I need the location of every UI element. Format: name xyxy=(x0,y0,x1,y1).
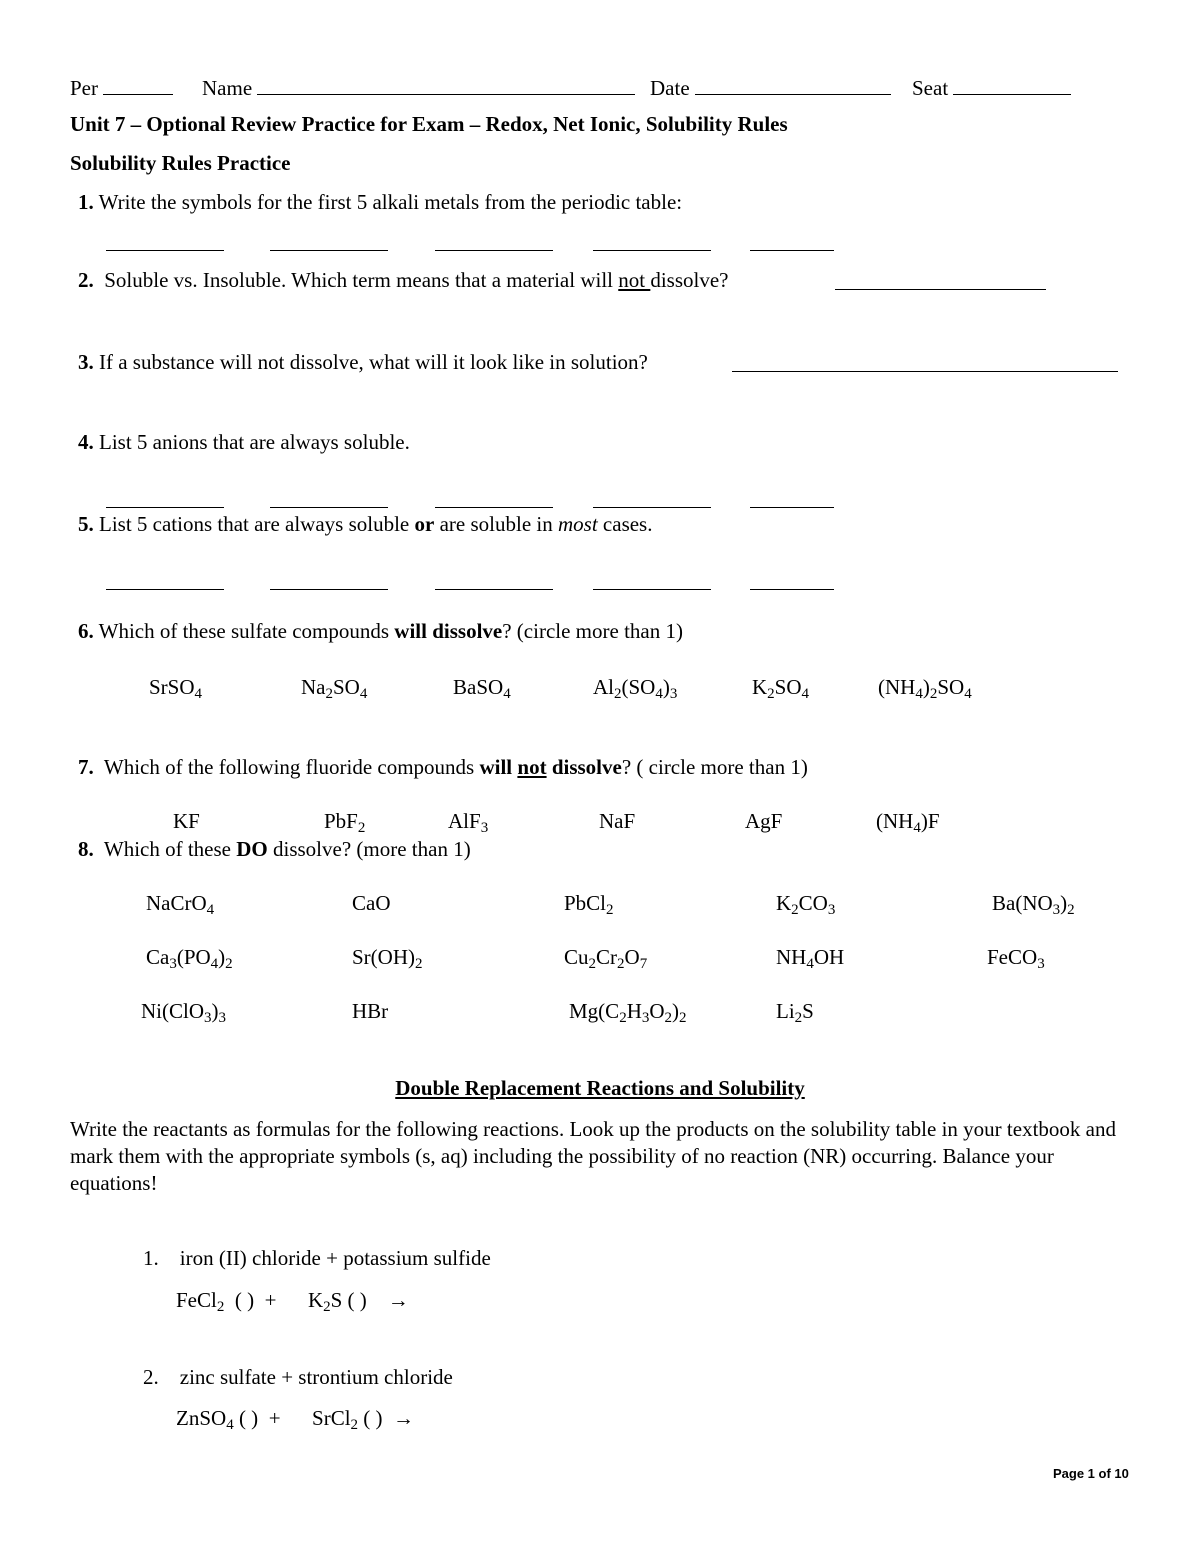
question-3: 3. If a substance will not dissolve, what will it look like in solution? xyxy=(78,350,648,374)
seat-label: Seat xyxy=(912,76,949,100)
page-number: Page 1 of 10 xyxy=(1053,1466,1129,1481)
question-1 xyxy=(78,192,682,213)
compound-pbf2[interactable]: PbF$_2$ xyxy=(324,809,366,836)
question-8: 8. Which of these DO dissolve? (more than 1) xyxy=(78,837,471,861)
per-field[interactable] xyxy=(70,76,173,99)
compound-nh4oh[interactable]: $NH_4OH$ xyxy=(776,945,845,972)
answer-blank[interactable] xyxy=(750,507,834,508)
answer-blank[interactable] xyxy=(732,371,1118,372)
question-2: 2. Soluble vs. Insoluble. Which term means that a material will not dissolve? xyxy=(78,268,729,292)
compound-nh4f[interactable]: $(NH_4)F$ xyxy=(876,809,940,836)
compound-ca3po42[interactable]: $Ca_3(PO_4)_2$ xyxy=(146,945,233,972)
seat-field[interactable] xyxy=(912,76,1071,99)
question-5: 5. List 5 cations that are always soluble or are soluble in most cases. xyxy=(78,512,653,536)
question-number: 2. xyxy=(78,268,94,292)
question-number: 7. xyxy=(78,755,94,779)
compound-alf3[interactable]: AlF$_3$ xyxy=(448,809,489,836)
date-field[interactable] xyxy=(650,76,891,99)
compound-mgc2h3o22[interactable]: $Mg(C_2H_3O_2)_2$ xyxy=(569,999,687,1026)
question-text: Write the symbols for the first 5 alkali metals from the periodic table: xyxy=(98,190,683,214)
question-number: 3. xyxy=(78,350,94,374)
answer-blank[interactable] xyxy=(270,589,388,590)
answer-blank[interactable] xyxy=(593,589,711,590)
compound-k2co3[interactable]: $K_2CO_3$ xyxy=(776,891,836,918)
compound-al2so43[interactable]: $Al_2(SO_4)_3$ xyxy=(593,675,678,702)
answer-blank[interactable] xyxy=(270,250,388,251)
answer-blank[interactable] xyxy=(106,507,224,508)
answer-blank[interactable] xyxy=(270,507,388,508)
date-blank[interactable] xyxy=(695,76,891,95)
compound-cu2cr2o7[interactable]: $Cu_2Cr_2O_7$ xyxy=(564,945,648,972)
compound-naf[interactable]: NaF xyxy=(599,809,636,833)
name-field[interactable] xyxy=(202,76,635,99)
answer-blank[interactable] xyxy=(593,507,711,508)
compound-nacro4[interactable]: NaCrO$_4$ xyxy=(146,891,215,918)
question-number: 6. xyxy=(78,619,94,643)
compound-agf[interactable]: AgF xyxy=(745,809,783,833)
date-label: Date xyxy=(650,76,690,100)
question-number: 4. xyxy=(78,430,94,454)
question-7: 7. Which of the following fluoride compounds will not dissolve? ( circle more than 1) xyxy=(78,755,808,779)
page-title: Unit 7 – Optional Review Practice for Exam – Redox, Net Ionic, Solubility Rules xyxy=(70,112,788,136)
compound-pbcl2[interactable]: PbCl$_2$ xyxy=(564,891,614,918)
compound-kf[interactable]: KF xyxy=(173,809,200,833)
compound-li2s[interactable]: $Li_2S$ xyxy=(776,999,814,1026)
instructions-paragraph: Write the reactants as formulas for the following reactions. Look up the products on the solubility table in your textbook and mark them with the appropriate symbols (s, aq) including the possibility of no reaction (NR) occurring. Balance your equations! xyxy=(70,1117,1116,1195)
reaction-1-words: 1. iron (II) chloride + potassium sulfide xyxy=(143,1246,491,1270)
answer-blank[interactable] xyxy=(750,589,834,590)
answer-blank[interactable] xyxy=(435,507,553,508)
answer-blank[interactable] xyxy=(435,589,553,590)
per-blank[interactable] xyxy=(103,76,173,95)
question-number: 1. xyxy=(78,190,94,214)
answer-blank[interactable] xyxy=(835,289,1046,290)
compound-srso4[interactable]: SrSO$_4$ xyxy=(149,675,203,702)
reaction-1-equation[interactable]: FeCl$_2$ ( ) + $K_2S$ ( ) → xyxy=(176,1288,409,1315)
compound-baso4[interactable]: BaSO$_4$ xyxy=(453,675,511,702)
seat-blank[interactable] xyxy=(953,76,1071,95)
compound-niclo33[interactable]: $Ni(ClO_3)_3$ xyxy=(141,999,226,1026)
name-label: Name xyxy=(202,76,253,100)
per-label: Per xyxy=(70,76,98,100)
answer-blank[interactable] xyxy=(593,250,711,251)
compound-hbr[interactable]: HBr xyxy=(352,999,389,1023)
section-title-solubility: Solubility Rules Practice xyxy=(70,151,291,175)
question-4: 4. List 5 anions that are always soluble. xyxy=(78,430,410,454)
compound-feco3[interactable]: FeCO$_3$ xyxy=(987,945,1045,972)
compound-nh42so4[interactable]: $(NH_4)_2SO_4$ xyxy=(878,675,972,702)
answer-blank[interactable] xyxy=(435,250,553,251)
question-number: 8. xyxy=(78,837,94,861)
compound-na2so4[interactable]: $Na_2SO_4$ xyxy=(301,675,368,702)
answer-blank[interactable] xyxy=(750,250,834,251)
answer-blank[interactable] xyxy=(106,589,224,590)
name-blank[interactable] xyxy=(257,76,635,95)
section-title-double-replacement: Double Replacement Reactions and Solubility xyxy=(395,1076,805,1100)
compound-k2so4[interactable]: $K_2SO_4$ xyxy=(752,675,810,702)
compound-bano32[interactable]: $Ba(NO_3)_2$ xyxy=(992,891,1075,918)
question-number: 5. xyxy=(78,512,94,536)
compound-cao[interactable]: CaO xyxy=(352,891,391,915)
compound-sroh2[interactable]: $Sr(OH)_2$ xyxy=(352,945,423,972)
question-6: 6. Which of these sulfate compounds will dissolve? (circle more than 1) xyxy=(78,619,683,643)
answer-blank[interactable] xyxy=(106,250,224,251)
reaction-2-words: 2. zinc sulfate + strontium chloride xyxy=(143,1365,453,1389)
reaction-2-equation[interactable]: ZnSO$_4$ ( ) + SrCl$_2$ ( ) → xyxy=(176,1406,415,1433)
